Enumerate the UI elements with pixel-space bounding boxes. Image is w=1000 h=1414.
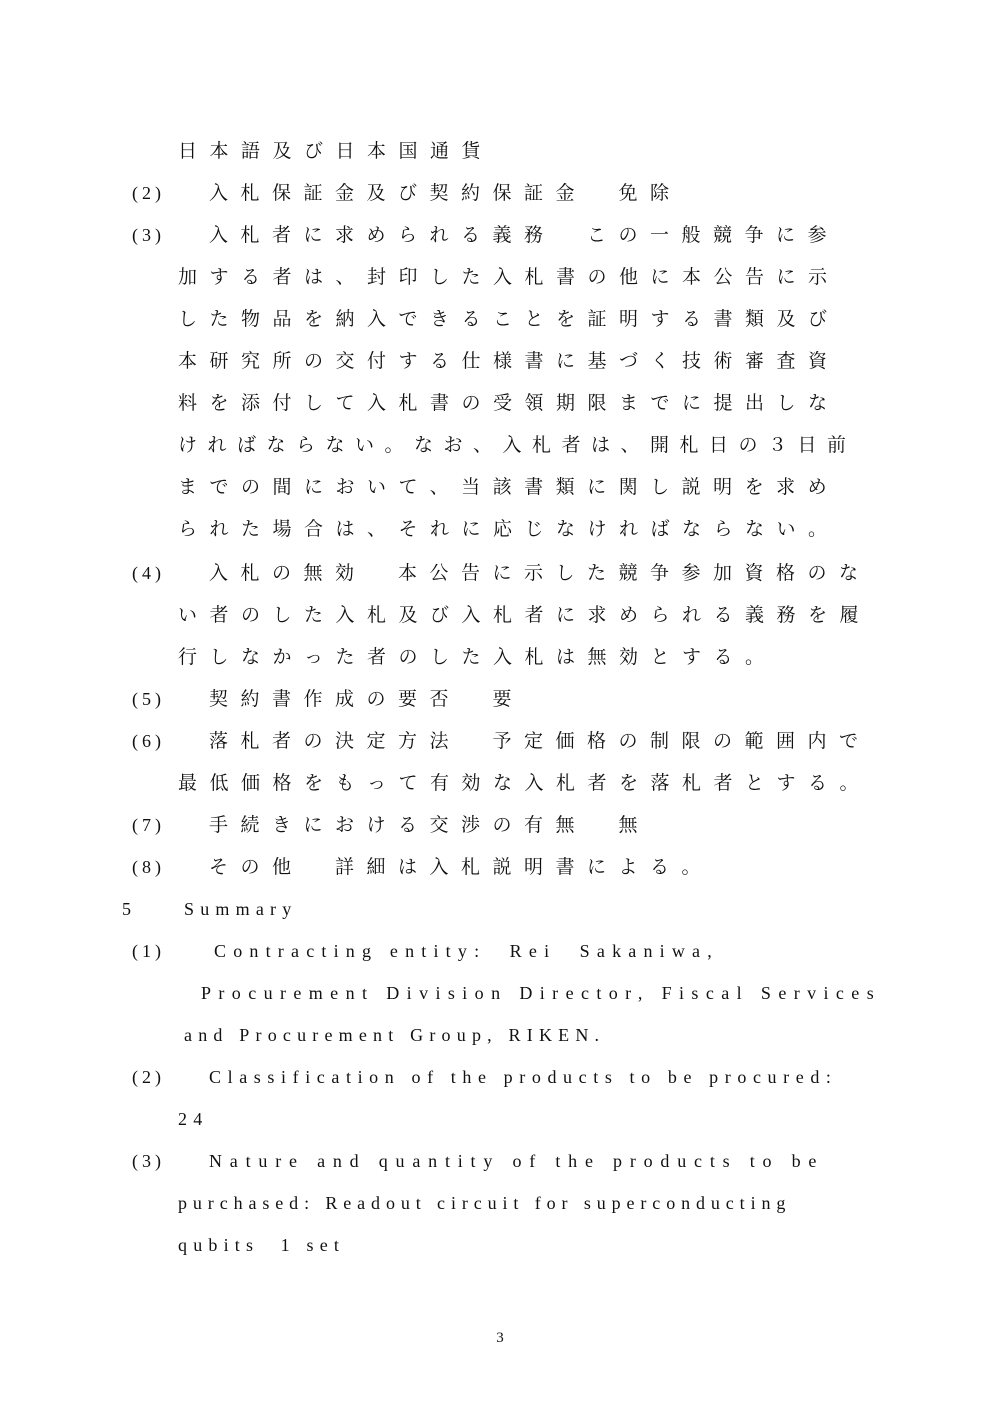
line-other: その他 詳細は入札説明書による。: [209, 856, 714, 878]
item-label: (7): [132, 815, 165, 835]
line-contracting-entity: Contracting entity: Rei Sakaniwa,: [214, 941, 719, 961]
line-text: した物品を納入できることを証明する書類及び: [178, 308, 840, 330]
line-classification: Classification of the products to be procured:: [209, 1067, 838, 1087]
line-nature-quantity: Nature and quantity of the products to be: [209, 1151, 825, 1171]
item-label: (5): [132, 689, 165, 709]
section-heading-summary: Summary: [184, 899, 298, 919]
line-text: 24: [178, 1109, 209, 1129]
line-text: Procurement Division Director, Fiscal Services: [201, 983, 882, 1003]
line-text: られた場合は、それに応じなければならない。: [178, 518, 840, 540]
line-text: 最低価格をもって有効な入札者を落札者とする。: [178, 772, 872, 794]
item-label: (4): [132, 563, 165, 583]
item-label: (2): [132, 1067, 165, 1087]
line-security-deposit: 入札保証金及び契約保証金 免除: [209, 182, 682, 204]
line-text: purchased: Readout circuit for superconducting: [178, 1193, 792, 1213]
line-contract-document: 契約書作成の要否 要: [209, 688, 525, 710]
section-number: 5: [122, 899, 135, 919]
line-text: い者のした入札及び入札者に求められる義務を履: [178, 604, 872, 626]
line-award-method: 落札者の決定方法 予定価格の制限の範囲内で: [209, 730, 871, 752]
line-negotiation: 手続きにおける交渉の有無 無: [209, 814, 651, 836]
line-invalid-bids: 入札の無効 本公告に示した競争参加資格のな: [209, 562, 871, 584]
line-text: までの間において、当該書類に関し説明を求め: [178, 476, 840, 498]
line-bidder-obligations: 入札者に求められる義務 この一般競争に参: [209, 224, 840, 246]
item-label: (2): [132, 183, 165, 203]
line-currency: 日本語及び日本国通貨: [178, 140, 494, 162]
item-label: (6): [132, 731, 165, 751]
line-text: 料を添付して入札書の受領期限までに提出しな: [178, 392, 840, 414]
line-text: ければならない。なお、入札者は、開札日の３日前: [178, 434, 857, 456]
line-text: 本研究所の交付する仕様書に基づく技術審査資: [178, 350, 840, 372]
item-label: (8): [132, 857, 165, 877]
item-label: (1): [132, 941, 165, 961]
page-number: 3: [496, 1330, 504, 1346]
line-text: 行しなかった者のした入札は無効とする。: [178, 646, 777, 668]
line-text: 加する者は、封印した入札書の他に本公告に示: [178, 266, 840, 288]
line-text: and Procurement Group, RIKEN.: [184, 1025, 606, 1045]
item-label: (3): [132, 1151, 165, 1171]
item-label: (3): [132, 225, 165, 245]
line-text: qubits 1 set: [178, 1235, 346, 1255]
